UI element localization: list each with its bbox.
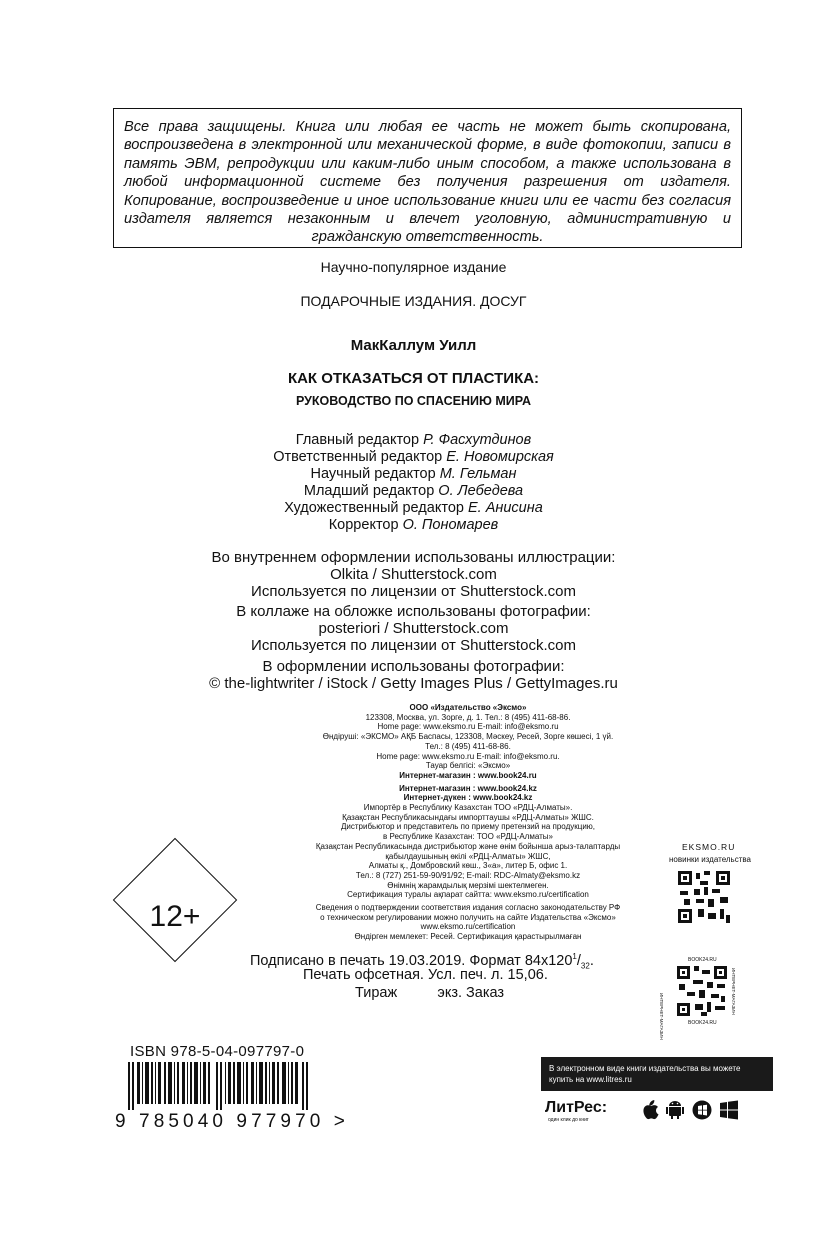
litres-banner-line: купить на www.litres.ru	[549, 1075, 632, 1084]
barcode	[128, 1062, 318, 1110]
apple-icon	[641, 1100, 659, 1120]
editor-line: Ответственный редактор Е. Новомирская	[273, 449, 554, 465]
imprint-line: Интернет-магазин : www.book24.kz	[399, 783, 537, 793]
imprint-line: Қазақстан Республикасында дистрибьютор және өнім бойынша арыз-талаптарды	[315, 841, 621, 851]
editor-line: Корректор О. Пономарев	[328, 517, 499, 533]
credit-line: Во внутреннем оформлении использованы иллюстрации:	[211, 549, 616, 566]
credit-line: posteriori / Shutterstock.com	[318, 620, 509, 638]
credit-line: © the-lightwriter / iStock / Getty Images Plus / GettyImages.ru	[209, 674, 618, 692]
illustration-credits	[0, 550, 827, 692]
litres-banner	[541, 1057, 773, 1091]
imprint-line: Өндіруші: «ЭКСМО» АҚБ Баспасы, 123308, Мәскеу, Ресей, Зорге көшесі, 1 үй.	[322, 732, 614, 742]
imprint-line: Тел.: 8 (727) 251-59-90/91/92; E-mail: RDC-Almaty@eksmo.kz	[355, 870, 581, 880]
imprint-line: Home page: www.eksmo.ru E-mail: info@eksmo.ru	[377, 722, 559, 732]
imprint-line: қабылдаушының өкілі «РДЦ-Алматы» ЖШС,	[385, 851, 551, 861]
imprint-line: Интернет-дүкен : www.book24.kz	[403, 793, 533, 803]
book24-bottom-label: BOOK24.RU	[688, 1020, 717, 1026]
editor-line: Научный редактор М. Гельман	[310, 466, 517, 482]
tirage-info: Тираж экз. Заказ	[355, 985, 505, 1001]
imprint-line: Өндірген мемлекет: Ресей. Сертификация қарастырылмаған	[354, 932, 582, 942]
credit-line: В оформлении использованы фотографии:	[262, 657, 565, 675]
age-rating-label: 12+	[149, 900, 201, 933]
windows-phone-icon	[692, 1100, 712, 1120]
qr-code-book24	[677, 966, 727, 1016]
editor-line: Младший редактор О. Лебедева	[303, 483, 524, 499]
author-name: МакКаллум Уилл	[350, 337, 477, 354]
imprint-line: Алматы қ., Домбровский көш., 3«а», литер Б, офис 1.	[368, 861, 568, 871]
editor-line: Главный редактор Р. Фасхутдинов	[295, 432, 532, 448]
windows-icon	[719, 1100, 739, 1120]
imprint-line: Өнімнің жарамдылық мерзімі шектелмеген.	[387, 880, 549, 890]
print-info: Печать офсетная. Усл. печ. л. 15,06.	[303, 967, 548, 983]
publisher-imprint	[218, 703, 718, 942]
imprint-line: www.eksmo.ru/certification	[420, 922, 516, 932]
imprint-line: Тел.: 8 (495) 411-68-86.	[425, 741, 511, 751]
book24-side-label-right: ИНТЕРНЕТ-МАГАЗИН	[731, 968, 736, 1015]
rights-notice-box	[113, 108, 742, 248]
book24-label: BOOK24.RU	[688, 957, 717, 963]
android-icon	[665, 1100, 685, 1120]
litres-logo: ЛитРес:	[545, 1099, 608, 1116]
editor-line: Художественный редактор Е. Анисина	[284, 500, 543, 516]
eksmo-new-label: новинки издательства	[669, 855, 751, 864]
imprint-line: Home page: www.eksmo.ru E-mail: info@eksmo.ru.	[376, 751, 560, 761]
editors-list	[0, 432, 827, 534]
credit-line: Olkita / Shutterstock.com	[330, 565, 497, 583]
imprint-line: Сертификация туралы ақпарат сайтта: www.eksmo.ru/certification	[347, 890, 589, 900]
imprint-line: Тауар белгісі: «Эксмо»	[425, 761, 511, 771]
rights-notice-text: Все права защищены. Книга или любая ее часть не может быть скопирована, воспроизведена в электронной или механической форме, в виде фотокопии, записи в память ЭВМ, репродукции или каким-либо иным способом, а также использована в любой информационной системе без получения разрешения от издателя. Копирование, воспроизведение и иное использование книги или ее части без согласия издателя является незаконным и влечет уголовную, административную и гражданскую ответственность.	[124, 119, 731, 246]
imprint-line: Импортёр в Республику Казахстан ТОО «РДЦ-Алматы».	[363, 803, 573, 813]
barcode-digits: 9 785040 977970 >	[115, 1111, 350, 1132]
signed-to-print: Подписано в печать 19.03.2019. Формат $84x120^1/_{32}$.	[250, 952, 594, 971]
imprint-line: о техническом регулировании можно получить на сайте Издательства «Эксмо»	[320, 912, 616, 922]
imprint-line: Сведения о подтверждении соответствия издания согласно законодательству РФ	[315, 903, 621, 913]
imprint-line: Дистрибьютор и представитель по приему претензий на продукцию,	[340, 822, 596, 832]
isbn: ISBN 978-5-04-097797-0	[130, 1043, 305, 1060]
imprint-line: в Республике Казахстан: ТОО «РДЦ-Алматы»	[383, 832, 553, 842]
imprint-line: 123308, Москва, ул. Зорге, д. 1. Тел.: 8 (495) 411-68-86.	[365, 712, 571, 722]
litres-banner-line: В электронном виде книги издательства вы можете	[549, 1064, 741, 1073]
edition-type: Научно-популярное издание	[320, 259, 507, 275]
litres-slogan: один клик до книг	[548, 1117, 589, 1123]
imprint-line: ООО «Издательство «Эксмо»	[409, 703, 527, 712]
qr-code-eksmo	[678, 871, 730, 923]
eksmo-logo: EKSMO.RU	[682, 842, 736, 852]
book-subtitle: РУКОВОДСТВО ПО СПАСЕНИЮ МИРА	[295, 394, 532, 408]
credit-line: Используется по лицензии от Shutterstock.com	[251, 582, 576, 600]
series-name: ПОДАРОЧНЫЕ ИЗДАНИЯ. ДОСУГ	[300, 293, 527, 309]
credit-line: Используется по лицензии от Shutterstock.com	[251, 636, 576, 654]
imprint-line: Қазақстан Республикасындағы импорттаушы «РДЦ-Алматы» ЖШС.	[342, 812, 594, 822]
book24-side-label: ИНТЕРНЕТ-МАГАЗИН	[659, 993, 664, 1040]
credit-line: В коллаже на обложке использованы фотографии:	[236, 603, 591, 621]
imprint-line: Интернет-магазин : www.book24.ru	[399, 770, 537, 780]
book-title: КАК ОТКАЗАТЬСЯ ОТ ПЛАСТИКА:	[287, 370, 540, 387]
